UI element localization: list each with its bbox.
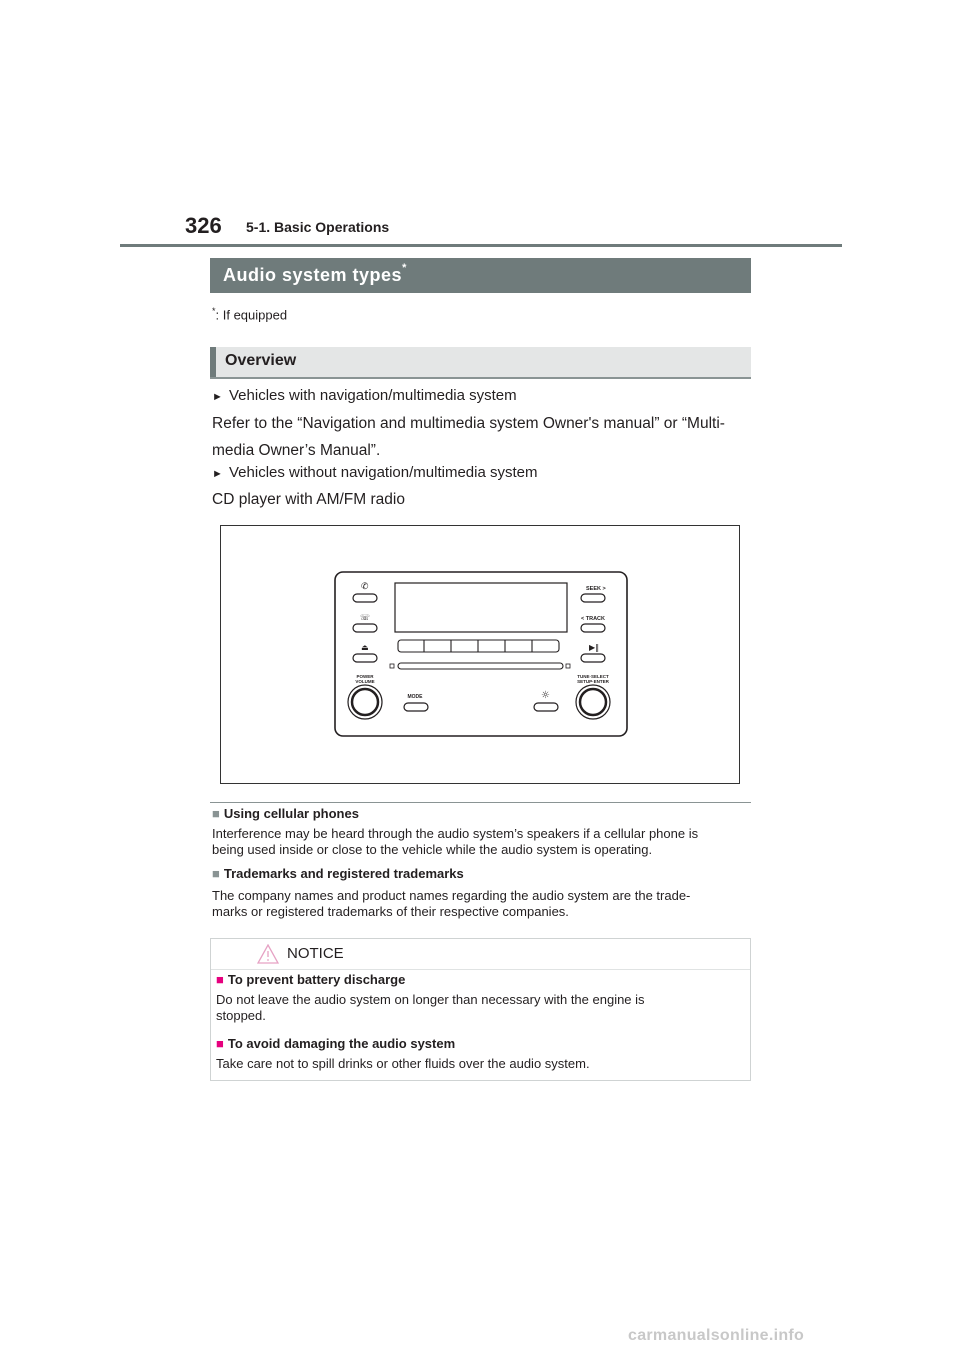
svg-text:SEEK >: SEEK > [586, 586, 606, 592]
notice-header [211, 939, 750, 970]
page-number: 326 [185, 213, 222, 238]
audio-unit-figure [220, 525, 740, 784]
warning-triangle-icon [257, 944, 279, 964]
tune-select-knob [576, 685, 610, 719]
note-text-cellular: Interference may be heard through the audio system’s speakers if a cellular phone is being used inside or close to the vehicle while the audio system is operating. [212, 826, 699, 857]
section-title: 5-1. Basic Operations [246, 219, 390, 235]
svg-text:⏏: ⏏ [361, 643, 369, 652]
overview-heading: Overview [225, 352, 297, 369]
mode-label: MODE [407, 694, 423, 700]
notice-text-battery: Do not leave the audio system on longer than necessary with the engine is stopped. [216, 992, 645, 1023]
svg-text:< TRACK: < TRACK [581, 616, 605, 622]
svg-text:✆: ✆ [361, 582, 369, 592]
setup-enter-label: SETUP·ENTER [577, 679, 609, 684]
square-bullet-icon: ■ [212, 806, 220, 821]
paragraph-with-navigation: Refer to the “Navigation and multimedia system Owner's manual” or “Multi- media Owner’s Manual”. [212, 415, 725, 459]
square-bullet-icon: ■ [212, 866, 220, 881]
svg-text:☏: ☏ [360, 613, 371, 622]
track-label: TRACK [585, 616, 605, 622]
footnote: *: If equipped [212, 306, 288, 323]
note-heading-cellular: ■ Using cellular phones [212, 806, 359, 821]
notice-heading-battery: ■ To prevent battery discharge [216, 972, 406, 987]
notice-box [210, 938, 751, 1081]
watermark: carmanualsonline.info [628, 1327, 805, 1344]
overview-heading-bar [210, 347, 751, 379]
tune-select-label: TUNE·SELECT [577, 674, 609, 679]
notice-text-damage: Take care not to spill drinks or other fluids over the audio system. [216, 1056, 590, 1071]
header-rule [120, 244, 842, 247]
section-divider [210, 802, 751, 803]
svg-text:▶‖: ▶‖ [589, 643, 600, 652]
audio-unit-illustration [221, 526, 739, 783]
notice-label: NOTICE [287, 945, 344, 962]
list-item-with-navigation: ► Vehicles with navigation/multimedia system [212, 387, 517, 404]
square-bullet-icon: ■ [216, 972, 224, 987]
page-title: Audio system types* [223, 262, 407, 285]
arrow-right-icon: ► [212, 468, 223, 480]
title-bar [210, 258, 751, 293]
note-text-trademarks: The company names and product names regarding the audio system are the trade- marks or registered trademarks of their respective companies. [212, 888, 691, 919]
overview-marker [210, 347, 216, 377]
volume-label: VOLUME [355, 679, 375, 684]
seek-label: SEEK [586, 586, 601, 592]
arrow-right-icon: ► [212, 391, 223, 403]
paragraph-without-navigation: CD player with AM/FM radio [212, 491, 405, 508]
notice-heading-damage: ■ To avoid damaging the audio system [216, 1036, 456, 1051]
power-label: POWER [356, 674, 374, 679]
note-heading-trademarks: ■ Trademarks and registered trademarks [212, 866, 464, 881]
list-item-without-navigation: ► Vehicles without navigation/multimedia system [212, 464, 538, 481]
power-volume-knob [348, 685, 382, 719]
square-bullet-icon: ■ [216, 1036, 224, 1051]
svg-text:☼: ☼ [541, 690, 550, 701]
